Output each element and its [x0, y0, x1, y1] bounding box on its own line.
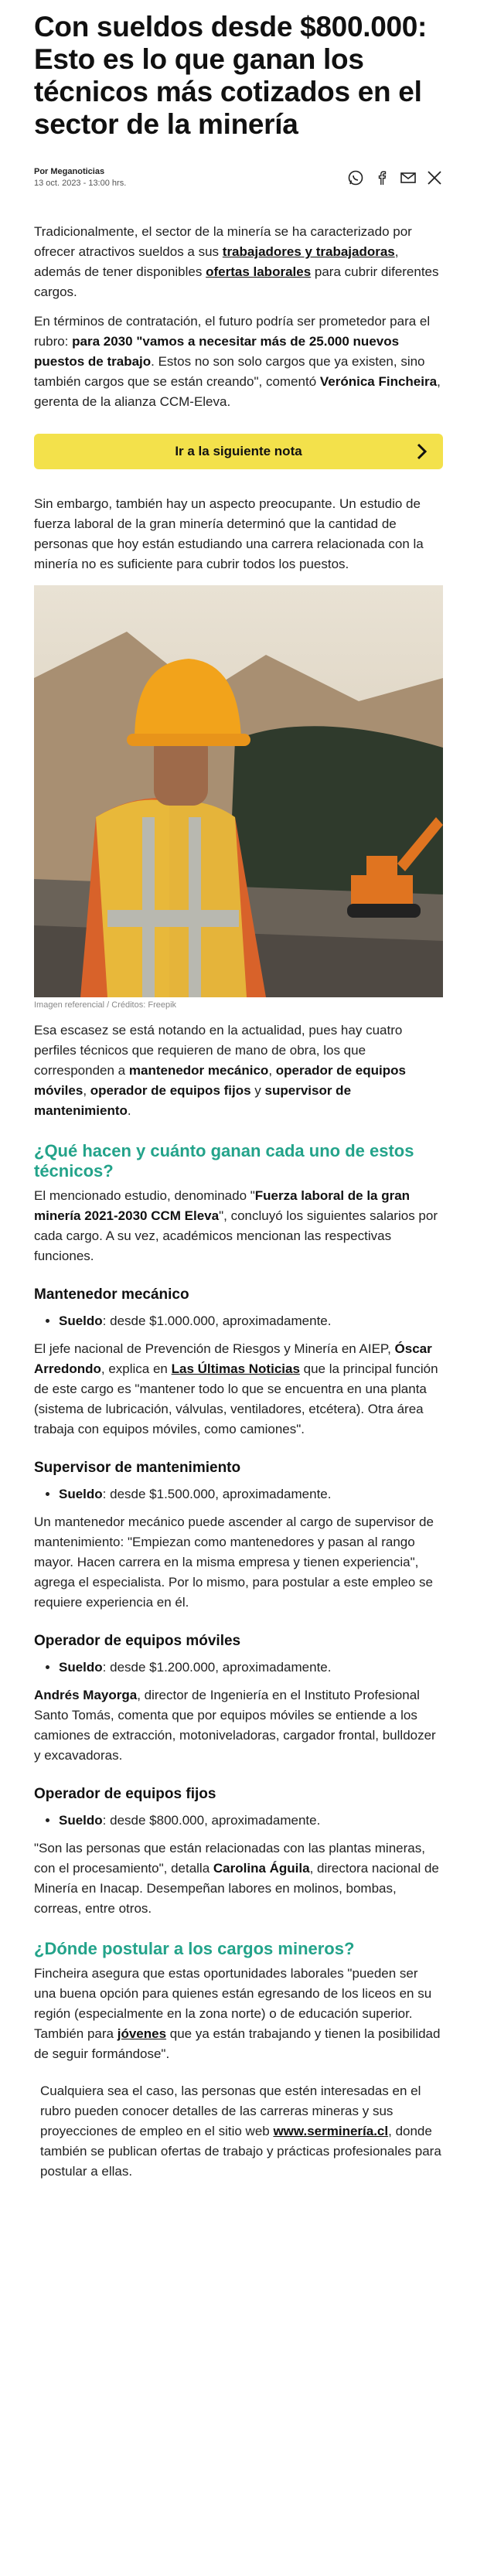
article: [0, 11, 477, 2182]
salary-list: [34, 1311, 443, 1331]
x-icon[interactable]: [426, 169, 443, 186]
facebook-icon[interactable]: [373, 169, 390, 186]
paragraph-intro: Tradicionalmente, el sector de la minería se ha caracterizado por ofrecer atractivos sueldos a sus trabajadores y trabajadoras, además de tener disponibles ofertas laborales para cubrir diferentes cargos.: [34, 224, 439, 299]
article-title: Con sueldos desde $800.000: Esto es lo que ganan los técnicos más cotizados en el sector de la minería: [34, 11, 428, 140]
paragraph-fincheira: Fincheira asegura que estas oportunidades laborales "pueden ser una buena opción para quienes están egresando de los liceos en su región (especialmente en la zona norte) o de educación superior. También para jóvenes que ya están trabajando y tienen la posibilidad de seguir formándose".: [34, 1966, 441, 2061]
chevron-right-icon: [412, 442, 431, 461]
email-icon[interactable]: [400, 169, 417, 186]
salary-list: [34, 1484, 443, 1504]
link-las-ultimas-noticias[interactable]: Las Últimas Noticias: [171, 1361, 300, 1376]
salary-item: • Sueldo: desde $1.200.000, aproximadamente.: [59, 1658, 443, 1678]
publish-date: 13 oct. 2023 - 13:00 hrs.: [34, 179, 127, 188]
share-bar: [347, 169, 443, 186]
byline: Por Meganoticias: [34, 167, 105, 176]
paragraph-role-operador-moviles: Andrés Mayorga, director de Ingeniería en el Instituto Profesional Santo Tomás, comenta que por equipos móviles se entiende a los camiones de extracción, motoniveladoras, cargador frontal, bulldozer y excavadoras.: [34, 1688, 436, 1763]
link-serminerial[interactable]: www.serminería.cl: [273, 2124, 389, 2138]
role-heading: Mantenedor mecánico: [34, 1286, 189, 1303]
section-heading-postular: ¿Dónde postular a los cargos mineros?: [34, 1939, 355, 1958]
article-meta: [34, 167, 443, 188]
next-article-button[interactable]: Ir a la siguiente nota: [34, 434, 443, 469]
byline-block: [34, 167, 126, 188]
whatsapp-icon[interactable]: [347, 169, 364, 186]
link-ofertas-laborales[interactable]: ofertas laborales: [206, 264, 312, 279]
paragraph-role-mantenedor: El jefe nacional de Prevención de Riesgos y Minería en AIEP, Óscar Arredondo, explica en Las Últimas Noticias que la principal función de este cargo es "mantener todo lo que se encuentra en una planta (sistema de lubricación, válvulas, ventiladores, etcétera). Otra área trabaja con equipos móviles, como camiones".: [34, 1341, 438, 1436]
paragraph-escasez: Esa escasez se está notando en la actualidad, pues hay cuatro perfiles técnicos que requieren de mano de obra, los que corresponden a mantenedor mecánico, operador de equipos móviles, operador de equipos fijos y supervisor de mantenimiento.: [34, 1023, 406, 1118]
salary-item: • Sueldo: desde $1.500.000, aproximadamente.: [59, 1484, 443, 1504]
role-heading: Supervisor de mantenimiento: [34, 1460, 241, 1476]
article-photo-miner: [34, 585, 443, 997]
paragraph-contratacion: En términos de contratación, el futuro podría ser prometedor para el rubro: para 2030 "vamos a necesitar más de 25.000 nuevos puestos de trabajo. Estos no son solo cargos que ya existen, sino también cargos que se están creando", comentó Verónica Fincheira, gerenta de la alianza CCM-Eleva.: [34, 314, 441, 409]
paragraph-estudio: Sin embargo, también hay un aspecto preocupante. Un estudio de fuerza laboral de la gran minería determinó que la cantidad de personas que hoy están estudiando una carrera relacionada con la minería no es suficiente para cubrir todos los puestos.: [34, 496, 424, 571]
paragraph-fuerza-laboral: El mencionado estudio, denominado "Fuerza laboral de la gran minería 2021-2030 CCM Eleva", concluyó los siguientes salarios por cada cargo. A su vez, académicos mencionan las respectivas funciones.: [34, 1188, 438, 1263]
salary-item: • Sueldo: desde $1.000.000, aproximadamente.: [59, 1311, 443, 1331]
link-jovenes[interactable]: jóvenes: [117, 2026, 167, 2041]
role-heading: Operador de equipos fijos: [34, 1786, 216, 1802]
salary-list: [34, 1811, 443, 1831]
paragraph-role-operador-fijos: "Son las personas que están relacionadas con las plantas mineras, con el procesamiento", detalla Carolina Águila, directora nacional de Minería en Inacap. Desempeñan labores en molinos, bombas, correas, entre otros.: [34, 1841, 439, 1916]
link-trabajadores[interactable]: trabajadores y trabajadoras: [222, 244, 395, 259]
section-heading-salarios: ¿Qué hacen y cuánto ganan cada uno de estos técnicos?: [34, 1141, 414, 1181]
salary-item: • Sueldo: desde $800.000, aproximadamente.: [59, 1811, 443, 1831]
image-caption: Imagen referencial / Créditos: Freepik: [34, 1000, 177, 1010]
salary-list: [34, 1658, 443, 1678]
paragraph-final: Cualquiera sea el caso, las personas que estén interesadas en el rubro pueden conocer detalles de las carreras mineras y sus proyecciones de empleo en el sitio web www.serminería.cl, donde también se publican ofertas de trabajo y prácticas profesionales para postular a ellas.: [40, 2084, 441, 2179]
paragraph-role-supervisor: Un mantenedor mecánico puede ascender al cargo de supervisor de mantenimiento: "Empiezan como mantenedores y pasan al rango mayor. Hacen carrera en la misma empresa y tienen experiencia", agrega el especialista. Por lo mismo, para postular a este empleo se requiere experiencia en él.: [34, 1515, 434, 1610]
role-heading: Operador de equipos móviles: [34, 1633, 241, 1649]
